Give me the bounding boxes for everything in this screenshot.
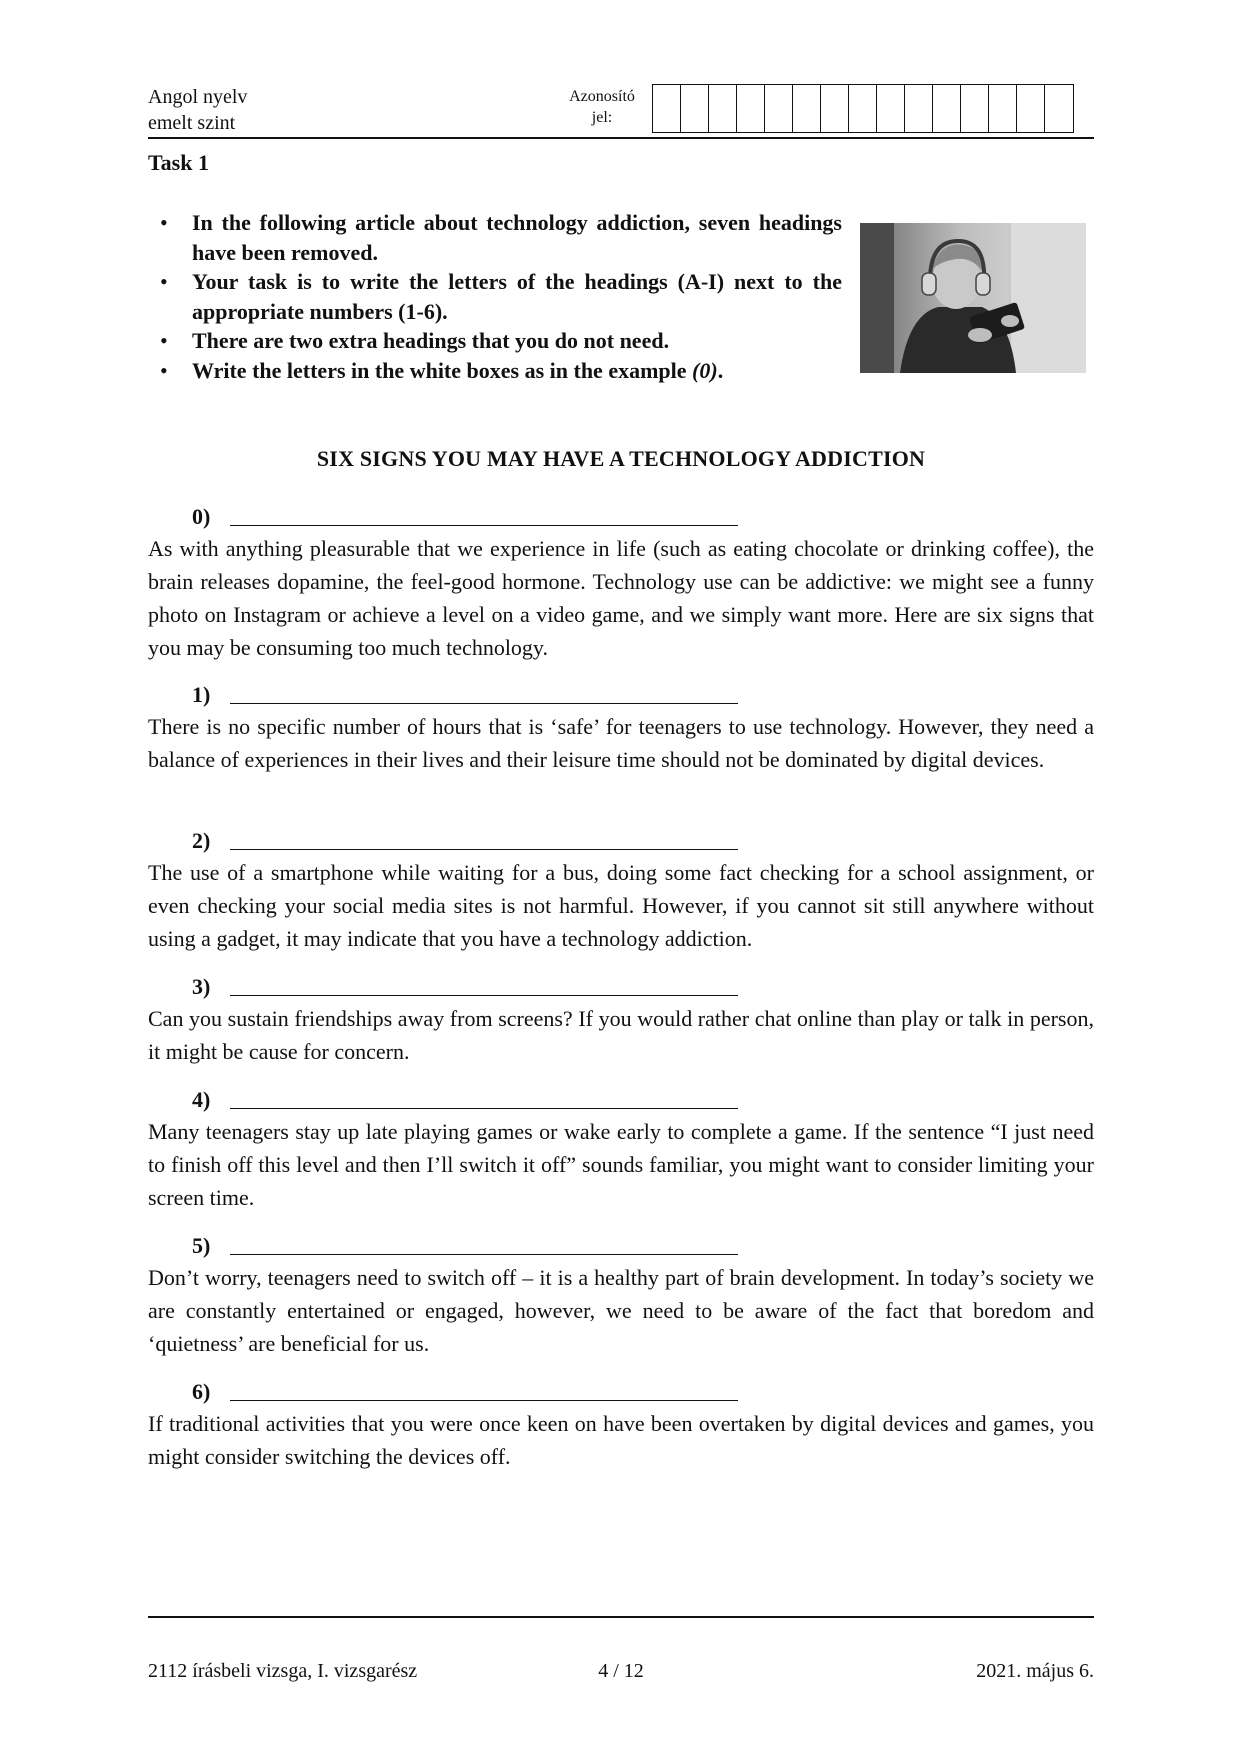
id-box[interactable] — [989, 85, 1017, 132]
section-text: There is no specific number of hours that is ‘safe’ for teenagers to use technology. However, they need a balance of experiences in their lives and their leisure time should not be dominated by digital devices. — [148, 714, 1094, 772]
heading-answer-line[interactable] — [230, 973, 738, 996]
section-text: If traditional activities that you were once keen on have been overtaken by digital devices and games, you might consider switching the devices off. — [148, 1411, 1094, 1469]
level-label: emelt szint — [148, 112, 236, 134]
subject-label: Angol nyelv — [148, 86, 248, 108]
heading-answer-line[interactable] — [230, 1086, 738, 1109]
heading-answer-line[interactable] — [230, 827, 738, 850]
heading-answer-line[interactable] — [230, 681, 738, 704]
footer-date: 2021. május 6. — [976, 1660, 1094, 1682]
id-box[interactable] — [681, 85, 709, 132]
teen-with-headphones-photo — [860, 223, 1086, 373]
id-box[interactable] — [653, 85, 681, 132]
section-text: Don’t worry, teenagers need to switch off – it is a healthy part of brain development. In today’s society we are constantly entertained or engaged, however, we need to be aware of the fact that boredom and ‘quietness’ are beneficial for us. — [148, 1265, 1094, 1356]
id-box[interactable] — [821, 85, 849, 132]
id-box[interactable] — [765, 85, 793, 132]
footer-page-number: 4 / 12 — [598, 1660, 644, 1682]
task-title: Task 1 — [148, 150, 209, 175]
section-text: As with anything pleasurable that we experience in life (such as eating chocolate or drinking coffee), the brain releases dopamine, the feel-good hormone. Technology use can be addictive: we might see a funny photo on Instagram or achieve a level on a video game, and we simply want more. Here are six signs that you may be consuming too much technology. — [148, 536, 1094, 660]
exam-page — [148, 0, 1094, 1755]
id-label-line1: Azonosító — [569, 88, 635, 105]
section-number: 4) — [192, 1087, 211, 1112]
id-box[interactable] — [737, 85, 765, 132]
section-text: Can you sustain friendships away from screens? If you would rather chat online than play or talk in person, it might be cause for concern. — [148, 1006, 1094, 1064]
article-title: SIX SIGNS YOU MAY HAVE A TECHNOLOGY ADDICTION — [316, 446, 926, 471]
instruction-item: • Your task is to write the letters of the headings (A-I) next to the appropriate numbers (1-6). — [158, 267, 842, 326]
id-box[interactable] — [709, 85, 737, 132]
article-section — [148, 1375, 1094, 1473]
id-box[interactable] — [1017, 85, 1045, 132]
instruction-item: • There are two extra headings that you do not need. — [158, 326, 842, 356]
section-number: 1) — [192, 682, 211, 707]
article-section — [148, 970, 1094, 1068]
id-box[interactable] — [905, 85, 933, 132]
instruction-item: • In the following article about technology addiction, seven headings have been removed. — [158, 208, 842, 267]
id-box[interactable] — [933, 85, 961, 132]
article-section — [148, 500, 1094, 664]
header-divider — [148, 137, 1094, 139]
article-section — [148, 678, 1094, 776]
instruction-item: • Write the letters in the white boxes as in the example (0). — [158, 356, 842, 386]
article-section — [148, 1083, 1094, 1214]
section-number: 5) — [192, 1233, 211, 1258]
header-subject — [148, 84, 247, 136]
section-number: 3) — [192, 974, 211, 999]
id-box[interactable] — [793, 85, 821, 132]
id-box[interactable] — [1045, 85, 1073, 132]
article-section — [148, 824, 1094, 955]
section-text: Many teenagers stay up late playing games or wake early to complete a game. If the sentence “I just need to finish off this level and then I’ll switch it off” sounds familiar, you might want to consider limiting your screen time. — [148, 1119, 1094, 1210]
section-text: The use of a smartphone while waiting for a bus, doing some fact checking for a school assignment, or even checking your social media sites is not harmful. However, if you cannot sit still anywhere without using a gadget, it may indicate that you have a technology addiction. — [148, 860, 1094, 951]
footer-divider — [148, 1616, 1094, 1618]
article-section — [148, 1229, 1094, 1360]
id-label — [552, 86, 652, 128]
heading-answer-line[interactable] — [230, 1232, 738, 1255]
id-box[interactable] — [849, 85, 877, 132]
id-box[interactable] — [877, 85, 905, 132]
id-label-line2: jel: — [591, 109, 613, 126]
id-code-boxes — [652, 84, 1074, 133]
footer-exam-label: 2112 írásbeli vizsga, I. vizsgarész — [148, 1660, 418, 1682]
instructions-list — [158, 208, 842, 385]
section-number: 6) — [192, 1379, 211, 1404]
section-number: 0) — [192, 504, 211, 529]
id-box[interactable] — [961, 85, 989, 132]
heading-answer-line[interactable] — [230, 503, 738, 526]
heading-answer-line[interactable] — [230, 1378, 738, 1401]
section-number: 2) — [192, 828, 211, 853]
